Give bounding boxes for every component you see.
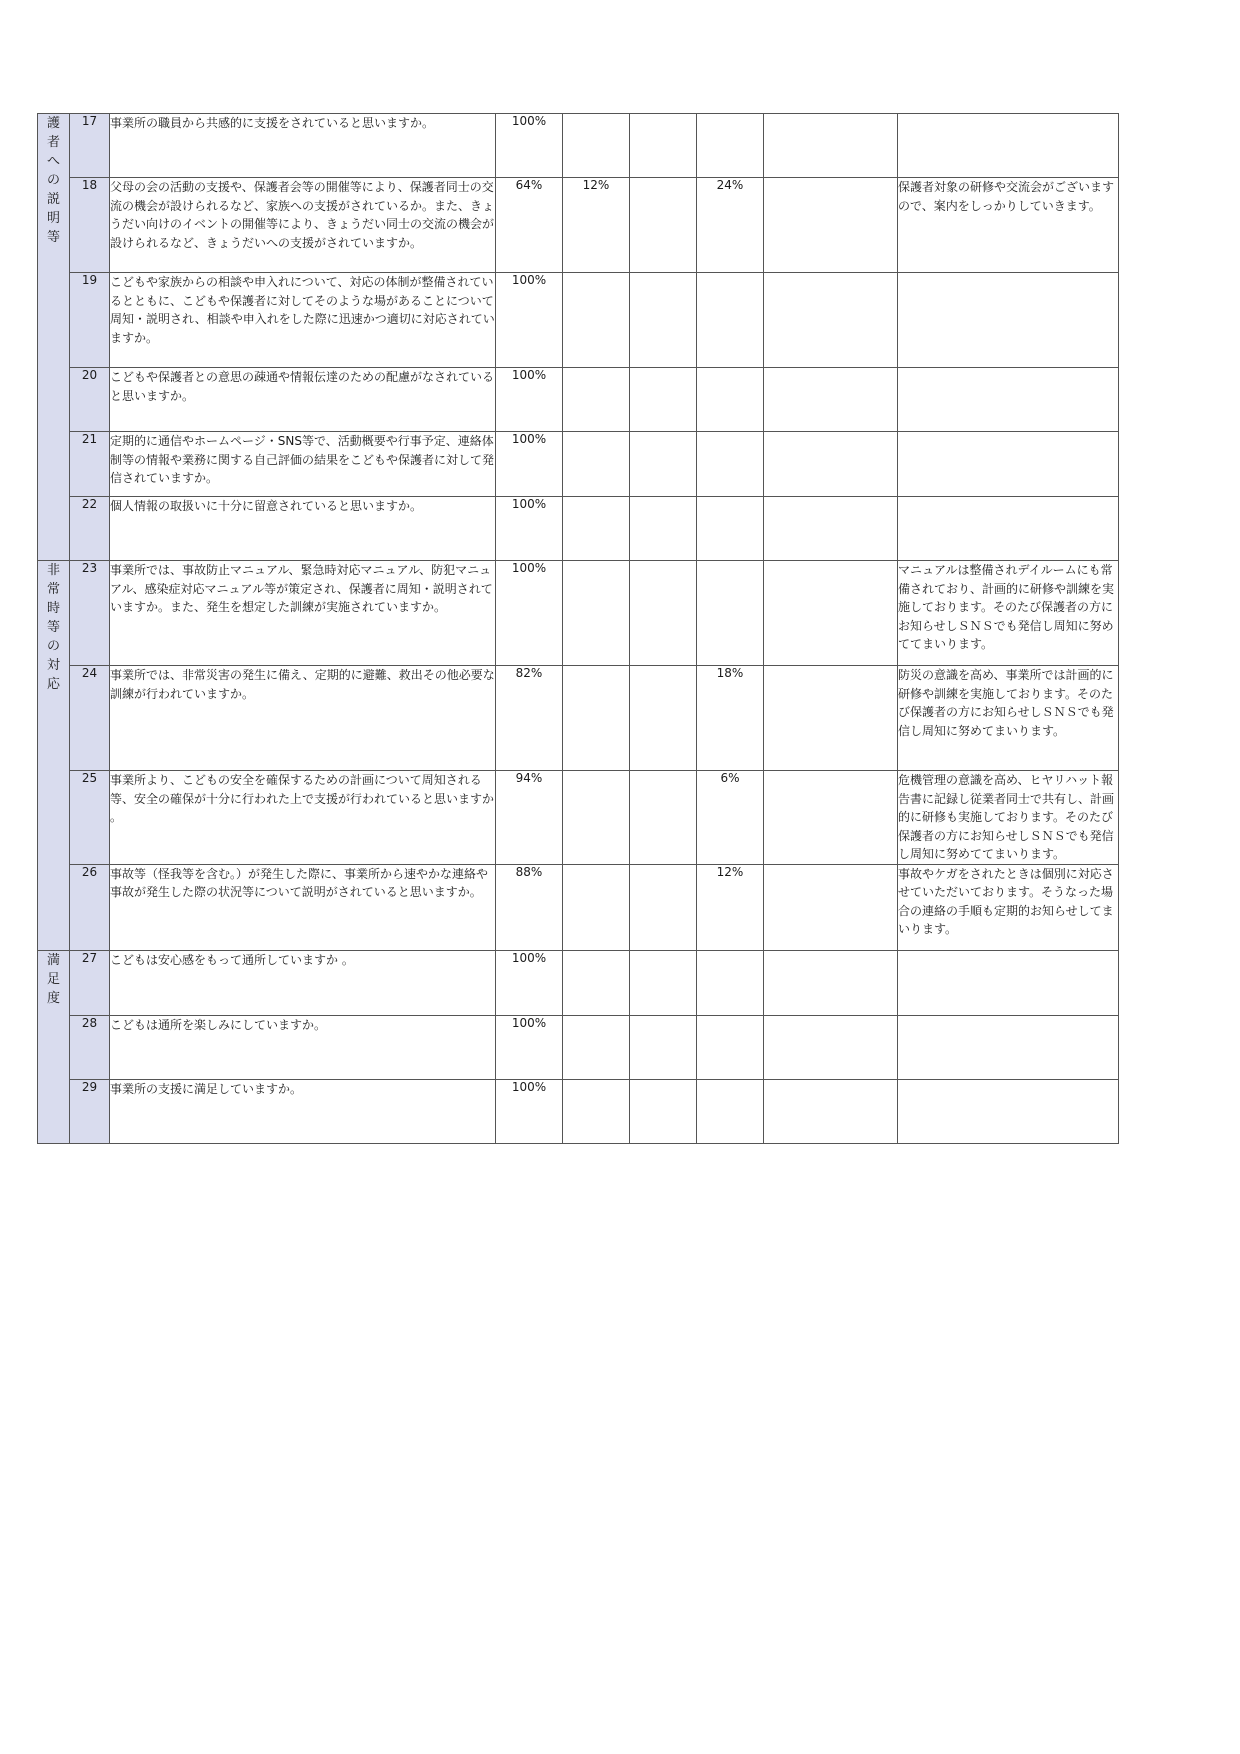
answer-col2-percent — [563, 666, 630, 771]
comment-text — [898, 1015, 1119, 1079]
answer-col5-value — [764, 666, 898, 771]
answer-col4-percent: 18% — [697, 666, 764, 771]
answer-col2-percent — [563, 1015, 630, 1079]
answer-col2-percent — [563, 561, 630, 666]
item-number: 29 — [70, 1079, 110, 1143]
answer-col4-percent — [697, 114, 764, 178]
answer-col5-value — [764, 114, 898, 178]
answer-col5-value — [764, 561, 898, 666]
answer-col3-percent — [630, 1079, 697, 1143]
answer-col2-percent — [563, 950, 630, 1015]
answer-yes-percent: 100% — [496, 1015, 563, 1079]
answer-col4-percent — [697, 1079, 764, 1143]
answer-col2-percent: 12% — [563, 178, 630, 273]
survey-table — [37, 113, 1119, 1144]
item-number: 27 — [70, 950, 110, 1015]
answer-col5-value — [764, 368, 898, 432]
table-row — [38, 950, 1119, 1015]
table-row — [38, 666, 1119, 771]
answer-col4-percent — [697, 1015, 764, 1079]
table-row — [38, 178, 1119, 273]
item-number: 18 — [70, 178, 110, 273]
answer-col3-percent — [630, 368, 697, 432]
answer-col2-percent — [563, 864, 630, 950]
question-text: 事業所より、こどもの安全を確保するための計画について周知される等、安全の確保が十分に行われた上で支援が行われていると思いますか 。 — [110, 771, 496, 865]
answer-yes-percent: 82% — [496, 666, 563, 771]
answer-col5-value — [764, 273, 898, 368]
comment-text — [898, 497, 1119, 561]
answer-col5-value — [764, 432, 898, 497]
item-number: 25 — [70, 771, 110, 865]
answer-yes-percent: 100% — [496, 114, 563, 178]
comment-text — [898, 1079, 1119, 1143]
item-number: 28 — [70, 1015, 110, 1079]
answer-col4-percent — [697, 950, 764, 1015]
answer-col3-percent — [630, 950, 697, 1015]
comment-text: 防災の意識を高め、事業所では計画的に研修や訓練を実施しております。そのたび保護者の方にお知らせしＳＮＳでも発信し周知に努めてまいります。 — [898, 666, 1119, 771]
answer-col3-percent — [630, 114, 697, 178]
question-text: こどもは通所を楽しみにしていますか。 — [110, 1015, 496, 1079]
table-row — [38, 1079, 1119, 1143]
question-text: 事業所では、非常災害の発生に備え、定期的に避難、救出その他必要な訓練が行われていますか。 — [110, 666, 496, 771]
answer-col4-percent: 12% — [697, 864, 764, 950]
comment-text: マニュアルは整備されデイルームにも常備されており、計画的に研修や訓練を実施しております。そのたび保護者の方にお知らせしＳＮＳでも発信し周知に努めててまいります。 — [898, 561, 1119, 666]
answer-col4-percent — [697, 561, 764, 666]
answer-yes-percent: 88% — [496, 864, 563, 950]
comment-text — [898, 273, 1119, 368]
answer-col5-value — [764, 178, 898, 273]
question-text: こどもや保護者との意思の疎通や情報伝達のための配慮がなされていると思いますか。 — [110, 368, 496, 432]
item-number: 17 — [70, 114, 110, 178]
table-row — [38, 561, 1119, 666]
answer-yes-percent: 100% — [496, 432, 563, 497]
answer-col4-percent: 6% — [697, 771, 764, 865]
question-text: こどもや家族からの相談や申入れについて、対応の体制が整備されているとともに、こどもや保護者に対してそのような場があることについて周知・説明され、相談や申入れをした際に迅速かつ適切に対応されていますか。 — [110, 273, 496, 368]
item-number: 19 — [70, 273, 110, 368]
question-text: 事業所の職員から共感的に支援をされていると思いますか。 — [110, 114, 496, 178]
category-label: 非常時等の対応 — [46, 563, 60, 692]
category-cell — [38, 114, 70, 561]
answer-col3-percent — [630, 771, 697, 865]
answer-col3-percent — [630, 864, 697, 950]
table-row — [38, 432, 1119, 497]
answer-col5-value — [764, 1079, 898, 1143]
item-number: 22 — [70, 497, 110, 561]
answer-yes-percent: 100% — [496, 561, 563, 666]
item-number: 23 — [70, 561, 110, 666]
answer-col2-percent — [563, 368, 630, 432]
comment-text: 事故やケガをされたときは個別に対応させていただいております。そうなった場合の連絡の手順も定期的お知らせしてまいります。 — [898, 864, 1119, 950]
answer-col3-percent — [630, 666, 697, 771]
question-text: 定期的に通信やホームページ・SNS等で、活動概要や行事予定、連絡体制等の情報や業務に関する自己評価の結果をこどもや保護者に対して発信されていますか。 — [110, 432, 496, 497]
comment-text: 危機管理の意識を高め、ヒヤリハット報告書に記録し従業者同士で共有し、計画的に研修も実施しております。そのたび保護者の方にお知らせしＳＮＳでも発信し周知に努めててまいります。 — [898, 771, 1119, 865]
question-text: 父母の会の活動の支援や、保護者会等の開催等により、保護者同士の交流の機会が設けられるなど、家族への支援がされているか。また、きょうだい向けのイベントの開催等により、きょうだい同士の交流の機会が設けられるなど、きょうだいへの支援がされていますか。 — [110, 178, 496, 273]
answer-yes-percent: 64% — [496, 178, 563, 273]
answer-col4-percent — [697, 368, 764, 432]
question-text: こどもは安心感をもって通所していますか 。 — [110, 950, 496, 1015]
answer-yes-percent: 100% — [496, 368, 563, 432]
answer-col2-percent — [563, 432, 630, 497]
answer-col5-value — [764, 864, 898, 950]
table-row — [38, 1015, 1119, 1079]
answer-col2-percent — [563, 497, 630, 561]
answer-col3-percent — [630, 497, 697, 561]
category-cell — [38, 950, 70, 1143]
answer-col4-percent: 24% — [697, 178, 764, 273]
answer-yes-percent: 100% — [496, 273, 563, 368]
comment-text — [898, 432, 1119, 497]
answer-col5-value — [764, 497, 898, 561]
answer-col4-percent — [697, 432, 764, 497]
comment-text: 保護者対象の研修や交流会がございますので、案内をしっかりしていきます。 — [898, 178, 1119, 273]
answer-col3-percent — [630, 1015, 697, 1079]
comment-text — [898, 950, 1119, 1015]
comment-text — [898, 368, 1119, 432]
answer-col5-value — [764, 1015, 898, 1079]
answer-col2-percent — [563, 1079, 630, 1143]
question-text: 事業所では、事故防止マニュアル、緊急時対応マニュアル、防犯マニュアル、感染症対応マニュアル等が策定され、保護者に周知・説明されていますか。また、発生を想定した訓練が実施されていますか。 — [110, 561, 496, 666]
table-row — [38, 273, 1119, 368]
question-text: 事業所の支援に満足していますか。 — [110, 1079, 496, 1143]
table-row — [38, 114, 1119, 178]
table-row — [38, 368, 1119, 432]
answer-col5-value — [764, 771, 898, 865]
answer-col3-percent — [630, 273, 697, 368]
answer-yes-percent: 94% — [496, 771, 563, 865]
answer-col4-percent — [697, 273, 764, 368]
item-number: 24 — [70, 666, 110, 771]
answer-yes-percent: 100% — [496, 950, 563, 1015]
table-row — [38, 771, 1119, 865]
answer-yes-percent: 100% — [496, 1079, 563, 1143]
answer-col4-percent — [697, 497, 764, 561]
table-row — [38, 864, 1119, 950]
category-label: 満足度 — [46, 952, 60, 1006]
question-text: 事故等（怪我等を含む。）が発生した際に、事業所から速やかな連絡や事故が発生した際の状況等について説明がされていると思いますか。 — [110, 864, 496, 950]
answer-col3-percent — [630, 432, 697, 497]
answer-col2-percent — [563, 771, 630, 865]
answer-col3-percent — [630, 178, 697, 273]
category-label: 護者への説明等 — [46, 116, 60, 245]
item-number: 20 — [70, 368, 110, 432]
item-number: 21 — [70, 432, 110, 497]
comment-text — [898, 114, 1119, 178]
answer-col2-percent — [563, 273, 630, 368]
category-cell — [38, 561, 70, 951]
answer-yes-percent: 100% — [496, 497, 563, 561]
survey-body — [38, 114, 1119, 1144]
answer-col3-percent — [630, 561, 697, 666]
question-text: 個人情報の取扱いに十分に留意されていると思いますか。 — [110, 497, 496, 561]
table-row — [38, 497, 1119, 561]
answer-col2-percent — [563, 114, 630, 178]
item-number: 26 — [70, 864, 110, 950]
answer-col5-value — [764, 950, 898, 1015]
